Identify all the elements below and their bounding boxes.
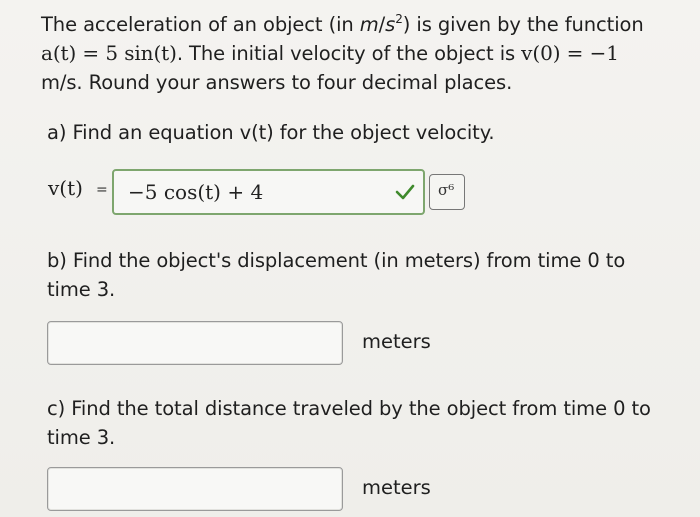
question-c: c) Find the total distance traveled by the object from time 0 to time 3. [47,397,651,449]
velocity-answer-value: −5 cos(t) + 4 [128,180,264,204]
velocity-answer-field[interactable] [112,169,425,215]
check-icon [395,183,415,201]
velocity-label: v(t) [48,176,83,200]
problem-statement [41,10,681,97]
question-b: b) Find the object's displacement (in meters) from time 0 to time 3. [47,249,626,301]
question-a: a) Find an equation v(t) for the object velocity. [47,121,495,144]
problem-line-3: m/s. Round your answers to four decimal places. [41,71,513,94]
initial-velocity: v(0) = −1 [521,41,619,65]
displacement-input[interactable] [47,321,343,365]
acceleration-function: a(t) = 5 sin(t) [41,41,177,65]
distance-unit: meters [362,476,431,499]
sigma-icon: σ⁶ [438,181,455,199]
distance-input[interactable] [47,467,343,511]
displacement-unit: meters [362,330,431,353]
math-symbols-button[interactable] [429,174,465,210]
equals-sign: = [96,182,108,198]
problem-line-2: a(t) = 5 sin(t). The initial velocity of the object is v(0) = −1 [41,41,619,65]
problem-line-1: The acceleration of an object (in $m/s^2$) is given by the function [41,11,644,36]
